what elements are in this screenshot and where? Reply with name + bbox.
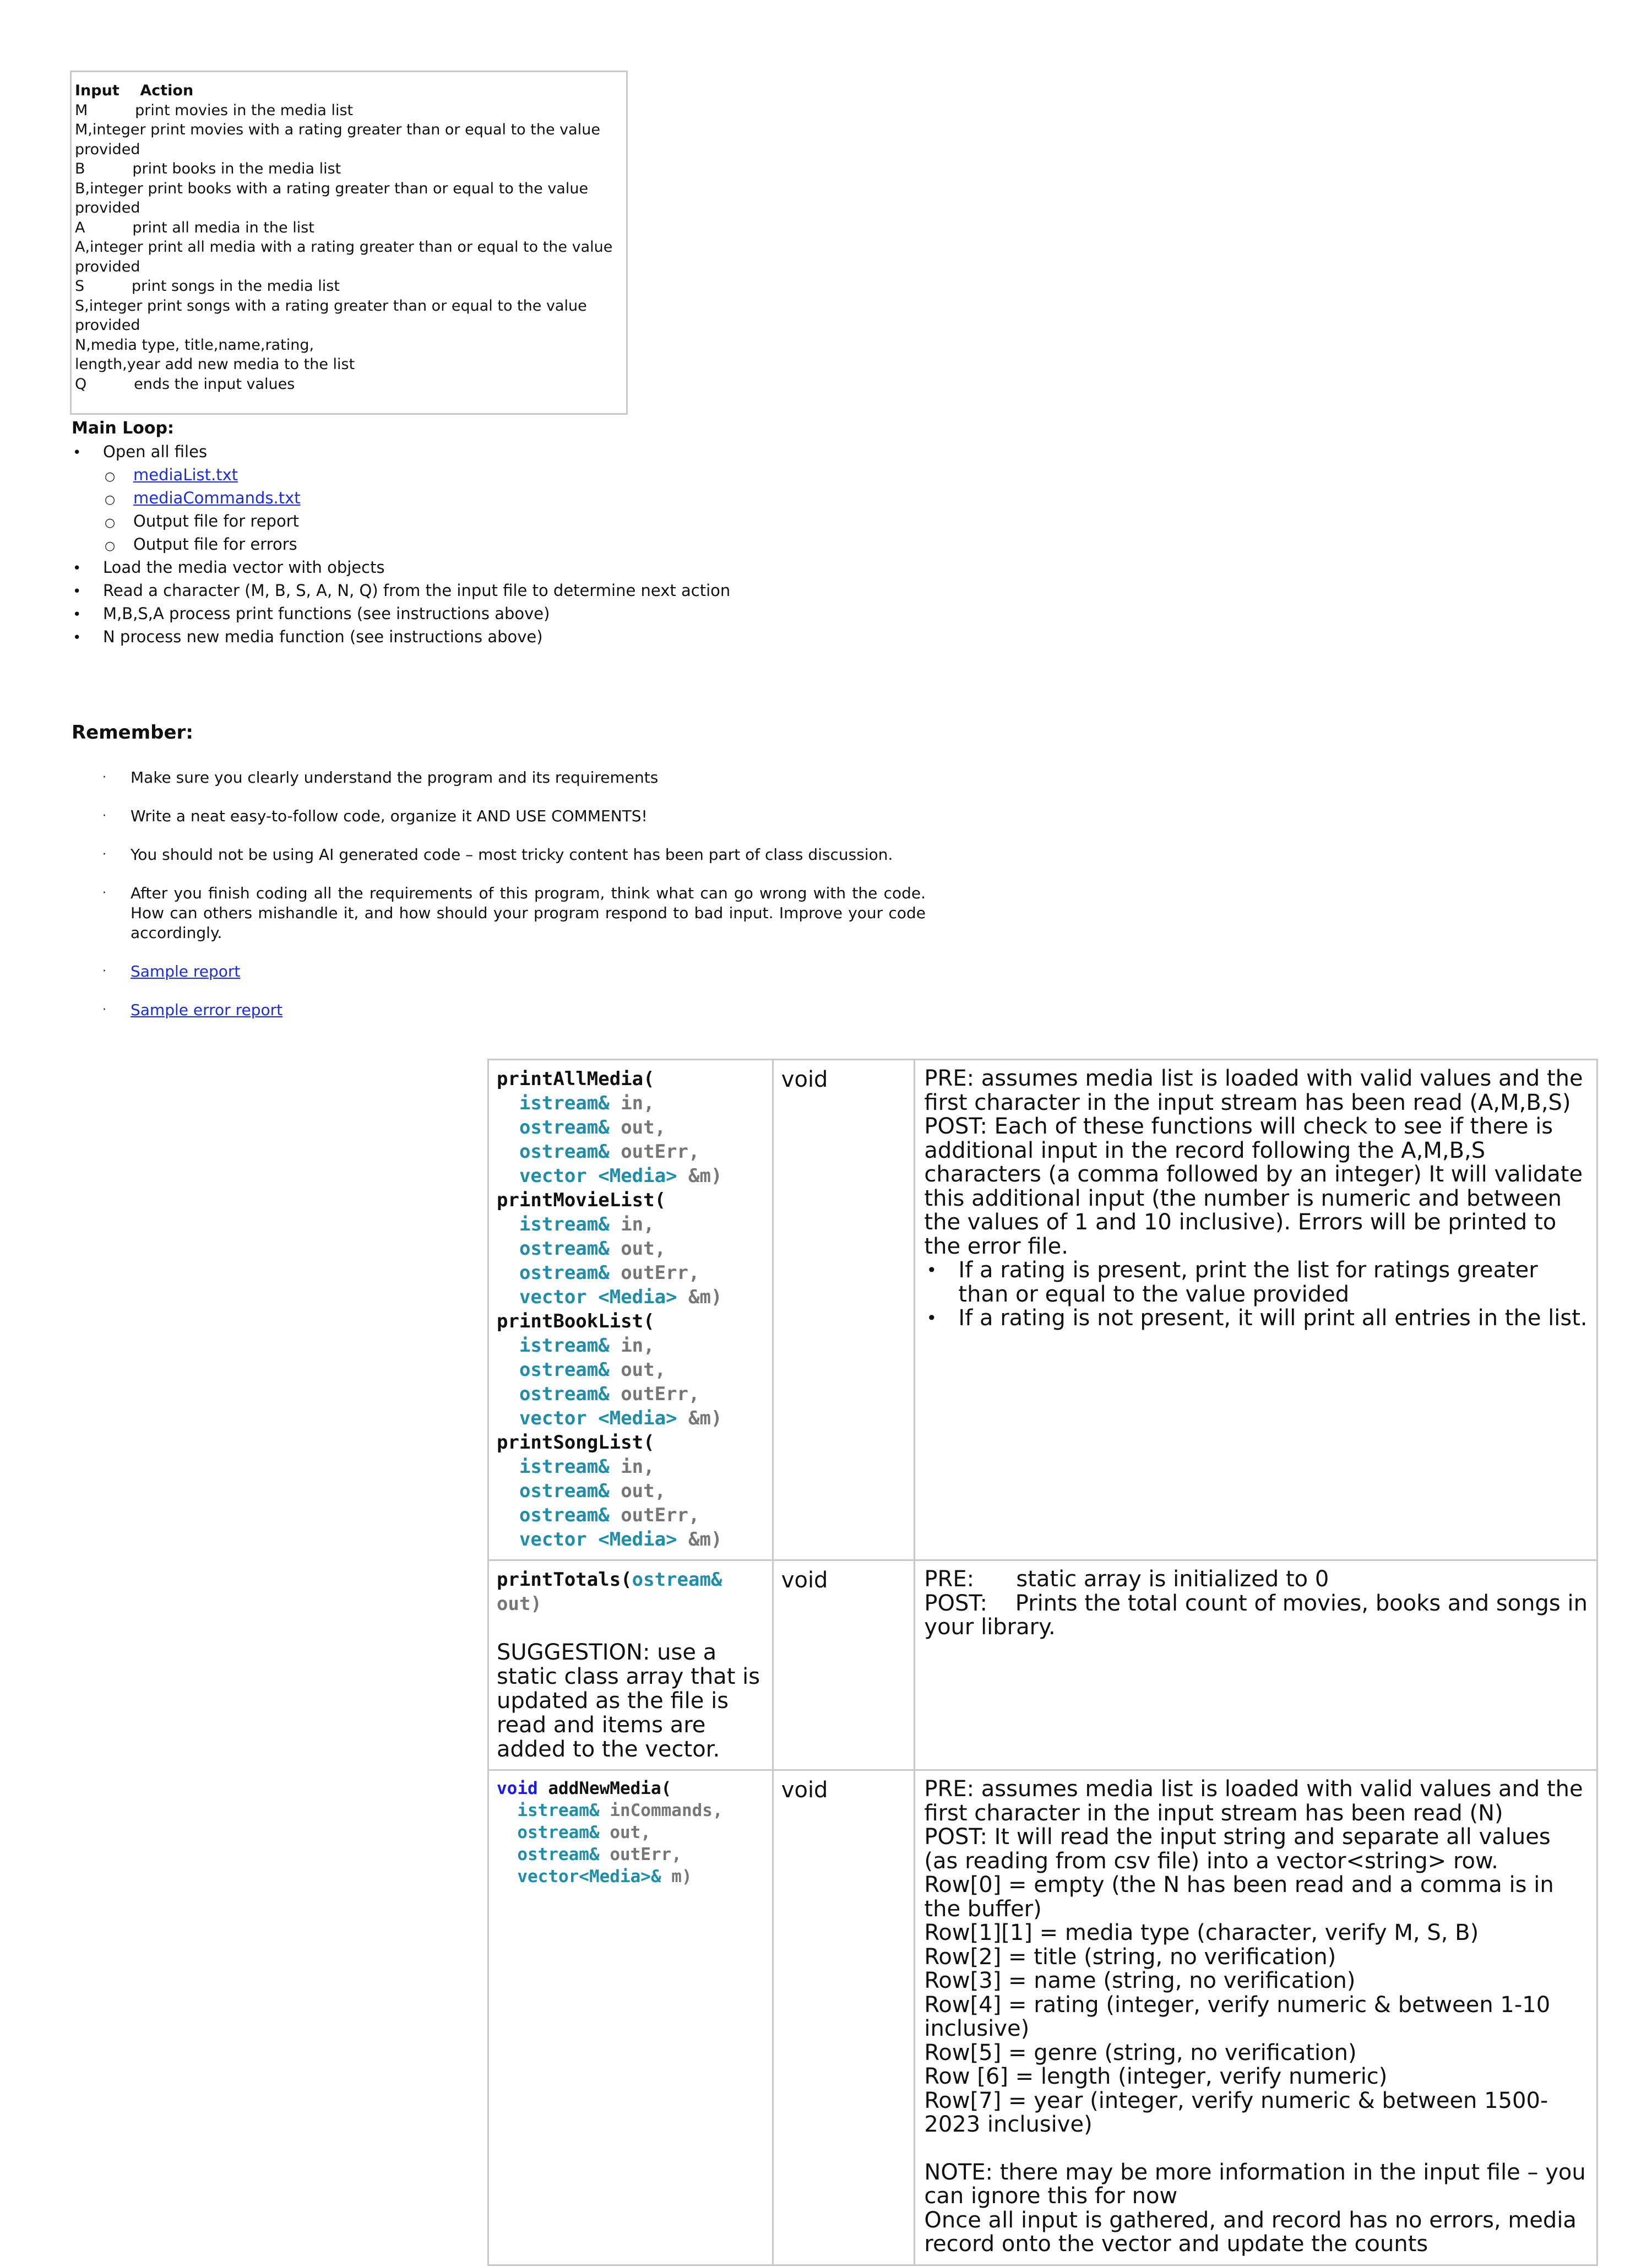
param-template: <Media> (598, 1407, 677, 1429)
function-name: printSongList( (497, 1432, 655, 1454)
return-type-cell (773, 1060, 915, 1560)
return-type: void (781, 1568, 828, 1593)
function-name: printMovieList( (497, 1189, 666, 1211)
description-cell (915, 1060, 1597, 1560)
bullet-icon: • (73, 560, 81, 577)
command-action: print all media with a rating greater than or equal to the value provided (75, 238, 613, 275)
param-type: ostream& (519, 1383, 610, 1405)
list-item (73, 626, 543, 649)
bullet-icon: • (926, 1308, 937, 1329)
description-text: Row[5] = genre (string, no verification) (924, 2040, 1357, 2066)
param-type: ostream& (519, 1480, 610, 1502)
command-row (75, 237, 626, 277)
header-input: Input (75, 82, 119, 99)
note-text: NOTE: there may be more information in the input file – you can ignore this for now (924, 2159, 1586, 2209)
command-row (75, 335, 361, 375)
list-item-text: Load the media vector with objects (103, 558, 385, 577)
param-name: out, (621, 1116, 666, 1139)
param-type: vector<Media>& (517, 1867, 661, 1886)
param-type: istream& (519, 1213, 610, 1235)
param-type: ostream& (519, 1141, 610, 1163)
add-new-media-code (497, 1777, 764, 1888)
command-input: B (75, 160, 85, 177)
param-type: ostream& (519, 1359, 610, 1381)
list-item-text: After you finish coding all the requirements of this program, think what can go wrong with the code. How can others mishandle it, and how should your program respond to bad input. Improve your code accordingly. (131, 884, 926, 942)
command-header (75, 81, 626, 101)
command-input: A (75, 219, 85, 236)
param-template: <Media> (598, 1528, 677, 1551)
param-template: <Media> (598, 1286, 677, 1308)
param-name: out) (497, 1593, 542, 1615)
list-item (102, 883, 926, 943)
bullet-icon: · (102, 809, 106, 823)
list-item-text: M,B,S,A process print functions (see instructions above) (103, 604, 550, 623)
command-input: B,integer (75, 180, 143, 197)
list-item-text: Output file for errors (133, 535, 297, 554)
param-type: ostream& (517, 1845, 600, 1864)
command-action: print books with a rating greater than or equal to the value provided (75, 180, 589, 216)
param-type: ostream& (517, 1823, 600, 1842)
command-input: Q (75, 375, 87, 393)
command-action: print songs with a rating greater than or equal to the value provided (75, 297, 587, 334)
command-action: print songs in the media list (131, 278, 340, 295)
return-type-cell (773, 1560, 915, 1770)
param-type: ostream& (519, 1262, 610, 1284)
command-input: N,media type, (75, 336, 180, 354)
spacer (924, 2137, 1588, 2161)
param-name: &m) (688, 1528, 722, 1551)
description-text: POST: It will read the input string and separate all values (as reading from csv file) into a vector<string> row. (924, 1824, 1551, 1874)
table-row (488, 1560, 1597, 1770)
description-text: POST: Prints the total count of movies, books and songs in your library. (924, 1590, 1595, 1640)
param-name: out, (610, 1823, 651, 1842)
table-row (488, 1770, 1597, 2265)
description-text: PRE: static array is initialized to 0 (924, 1566, 1329, 1592)
command-reference-box (70, 71, 628, 415)
param-name: inCommands, (610, 1801, 723, 1820)
function-spec-table (487, 1059, 1598, 2266)
function-signature-cell (488, 1770, 773, 2265)
list-item (105, 533, 297, 557)
list-item-text: Open all files (103, 442, 208, 461)
description-text: PRE: assumes media list is loaded with valid values and the first character in the input stream has been read (N) (924, 1776, 1583, 1826)
param-type: istream& (519, 1335, 610, 1357)
list-item (73, 579, 730, 603)
bullet-icon: • (73, 583, 81, 600)
description-cell (915, 1560, 1597, 1770)
command-row (75, 277, 626, 296)
description-text: Row [6] = length (integer, verify numeric) (924, 2064, 1388, 2089)
description-text: Row[3] = name (string, no verification) (924, 1968, 1356, 1993)
list-item (105, 464, 238, 488)
circle-bullet-icon: ○ (105, 539, 116, 553)
list-item (102, 845, 926, 865)
bullet-icon: · (102, 964, 106, 978)
function-name: printAllMedia( (497, 1068, 655, 1090)
main-loop-title: Main Loop: (72, 419, 174, 438)
list-item-text: You should not be using AI generated code – most tricky content has been part of class discussion. (131, 845, 893, 864)
param-type: istream& (519, 1456, 610, 1478)
param-name: outErr, (621, 1383, 700, 1405)
description-text: POST: Each of these functions will check to see if there is additional input in the record following the A,M,B,S characters (a comma followed by an integer) It will validate this additional input (the number is numeric and between the values of 1 and 10 inclusive). Errors will be printed to the error file. (924, 1114, 1583, 1259)
param-type: ostream& (519, 1504, 610, 1526)
description-text: Row[2] = title (string, no verification) (924, 1944, 1336, 1970)
command-row (75, 296, 626, 335)
param-name: out, (621, 1359, 666, 1381)
param-name: &m) (688, 1165, 722, 1187)
list-item (102, 962, 926, 982)
bullet-icon: • (926, 1260, 937, 1281)
param-type: vector (519, 1528, 587, 1551)
command-action: title,name,rating, length,year add new media to the list (75, 336, 355, 373)
return-type: void (781, 1777, 828, 1803)
bullet-icon: · (102, 1003, 106, 1017)
command-action: print movies in the media list (135, 101, 354, 119)
command-input: M (75, 101, 88, 119)
bullet-icon: • (73, 444, 81, 461)
command-row (75, 101, 626, 121)
circle-bullet-icon: ○ (105, 493, 116, 507)
medialist-link[interactable]: mediaList.txt (133, 465, 238, 484)
param-name: in, (621, 1335, 655, 1357)
bullet-icon: • (73, 606, 81, 623)
description-text: If a rating is present, print the list for ratings greater than or equal to the value provided (958, 1257, 1538, 1307)
function-name: printTotals( (497, 1569, 632, 1591)
list-item (105, 487, 301, 511)
param-name: m) (671, 1867, 692, 1886)
description-text: Row[4] = rating (integer, verify numeric & between 1-10 inclusive) (924, 1992, 1551, 2041)
param-template: <Media> (598, 1165, 677, 1187)
list-item (924, 1259, 1588, 1307)
param-name: outErr, (621, 1504, 700, 1526)
suggestion-text: SUGGESTION: use a static class array that is updated as the file is read and items are added to the vector. (497, 1640, 760, 1762)
param-name: in, (621, 1456, 655, 1478)
command-action: print all media in the list (132, 219, 314, 236)
print-totals-code (497, 1568, 764, 1616)
list-item-text: Read a character (M, B, S, A, N, Q) from the input file to determine next action (103, 581, 731, 600)
list-item-text: N process new media function (see instructions above) (103, 627, 543, 646)
description-cell (915, 1770, 1597, 2265)
description-text: Row[1][1] = media type (character, verify M, S, B) (924, 1920, 1479, 1945)
description-text: Row[7] = year (integer, verify numeric & between 1500-2023 inclusive) (924, 2088, 1548, 2137)
keyword: void (497, 1779, 538, 1798)
param-name: outErr, (610, 1845, 682, 1864)
sample-error-report-link[interactable]: Sample error report (131, 1001, 283, 1019)
description-text: If a rating is not present, it will print all entries in the list. (958, 1305, 1588, 1331)
list-item (105, 510, 299, 534)
bullet-icon: · (102, 848, 106, 861)
param-name: outErr, (621, 1141, 700, 1163)
command-input: S,integer (75, 297, 143, 315)
command-row (75, 179, 626, 218)
description-text: PRE: assumes media list is loaded with valid values and the first character in the input stream has been read (A,M,B,S) (924, 1066, 1583, 1115)
return-type: void (781, 1067, 828, 1092)
mediacommands-link[interactable]: mediaCommands.txt (133, 489, 301, 507)
param-type: ostream& (632, 1569, 722, 1591)
command-row (75, 159, 626, 179)
bullet-icon: · (102, 771, 106, 784)
command-input: M,integer (75, 121, 146, 138)
command-action: print books in the media list (132, 160, 341, 177)
function-name: printBookList( (497, 1310, 655, 1332)
note-text: Once all input is gathered, and record has no errors, media record onto the vector and update the counts (924, 2207, 1577, 2257)
param-type: vector (519, 1286, 587, 1308)
table-row (488, 1060, 1597, 1560)
param-type: ostream& (519, 1116, 610, 1139)
return-type-cell (773, 1770, 915, 2265)
list-item (73, 441, 207, 464)
circle-bullet-icon: ○ (105, 470, 116, 484)
command-row (75, 120, 626, 159)
param-type: istream& (519, 1092, 610, 1114)
param-name: outErr, (621, 1262, 700, 1284)
list-item (924, 1307, 1588, 1331)
bullet-icon: • (73, 630, 81, 646)
param-name: out, (621, 1480, 666, 1502)
list-item (102, 768, 926, 788)
param-type: istream& (517, 1801, 600, 1820)
param-name: out, (621, 1238, 666, 1260)
param-name: in, (621, 1092, 655, 1114)
list-item-text: Write a neat easy-to-follow code, organize it AND USE COMMENTS! (131, 807, 648, 825)
command-action: print movies with a rating greater than or equal to the value provided (75, 121, 600, 158)
function-signature-cell (488, 1560, 773, 1770)
list-item-text: Make sure you clearly understand the program and its requirements (131, 768, 659, 787)
remember-title: Remember: (72, 722, 193, 744)
list-item (102, 806, 926, 826)
command-input: S (75, 278, 85, 295)
list-item (102, 1000, 926, 1020)
description-text: Row[0] = empty (the N has been read and a comma is in the buffer) (924, 1872, 1554, 1922)
sample-report-link[interactable]: Sample report (131, 962, 241, 980)
param-name: &m) (688, 1407, 722, 1429)
bullet-icon: · (102, 886, 106, 900)
list-item (73, 556, 385, 579)
list-item-text: Output file for report (133, 512, 300, 530)
param-type: vector (519, 1407, 587, 1429)
command-row (75, 375, 626, 394)
param-type: ostream& (519, 1238, 610, 1260)
command-action: ends the input values (134, 375, 295, 393)
param-name: in, (621, 1213, 655, 1235)
list-item (73, 603, 550, 626)
function-name: addNewMedia( (548, 1779, 672, 1798)
print-functions-code (497, 1067, 764, 1552)
circle-bullet-icon: ○ (105, 516, 116, 530)
param-name: &m) (688, 1286, 722, 1308)
header-action: Action (140, 82, 194, 99)
function-signature-cell (488, 1060, 773, 1560)
param-type: vector (519, 1165, 587, 1187)
command-row (75, 218, 626, 238)
command-input: A,integer (75, 238, 143, 256)
